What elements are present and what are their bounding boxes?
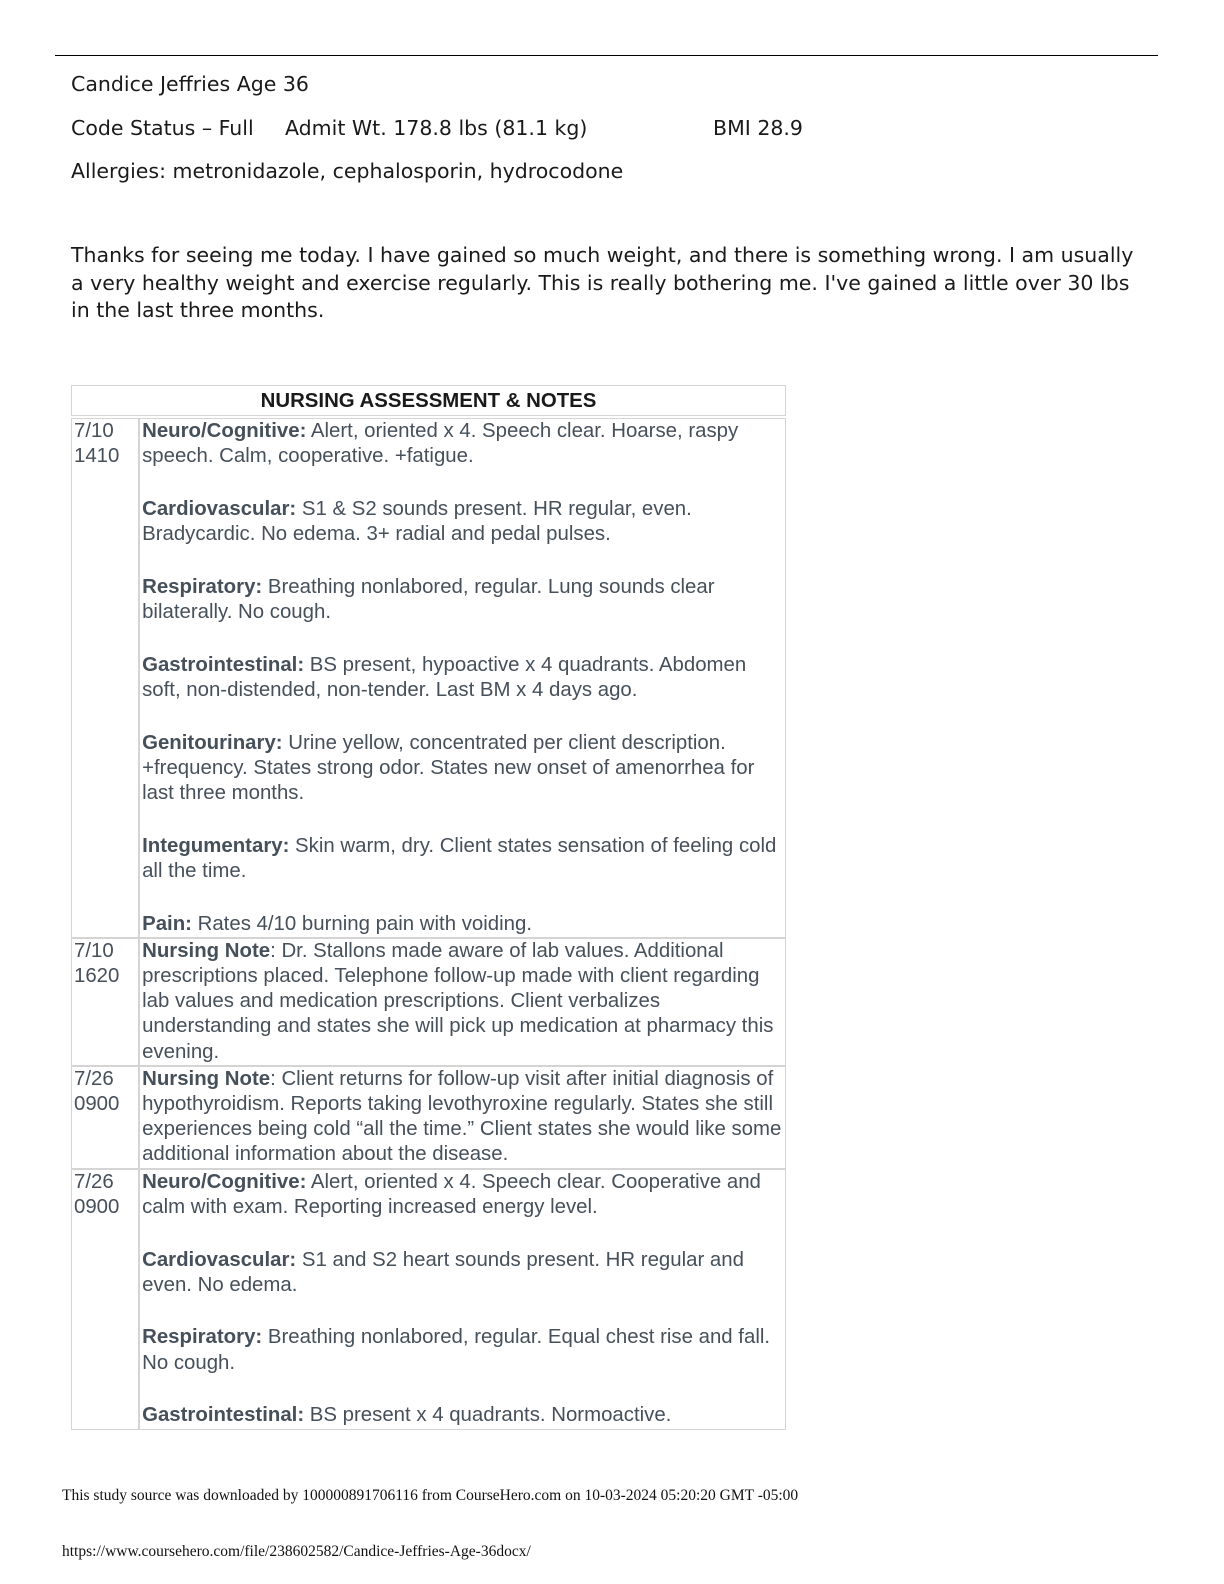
section-text: Alert, oriented x 4. Speech clear. Cooperative and calm with exam. Reporting increased energy level. [142,1170,761,1218]
entry-datetime [71,1066,139,1169]
neuro-section [142,419,783,469]
section-label: Gastrointestinal: [142,1404,305,1427]
entry-date: 7/26 [74,1067,114,1090]
source-url: https://www.coursehero.com/file/238602582/Candice-Jeffries-Age-36docx/ [62,1543,531,1560]
bmi: BMI 28.9 [713,116,803,140]
section-text: BS present x 4 quadrants. Normoactive. [304,1404,672,1427]
section-text: Alert, oriented x 4. Speech clear. Hoarse, raspy speech. Calm, cooperative. +fatigue. [142,420,739,468]
entry-time: 0900 [74,1093,120,1116]
entry-notes [139,1066,786,1169]
respiratory-section [142,575,783,625]
top-rule [55,55,1158,56]
section-label: Cardiovascular: [142,1248,297,1271]
section-text: Rates 4/10 burning pain with voiding. [191,912,533,935]
table-row [71,418,786,938]
nursing-note-section [142,1067,783,1168]
entry-notes [139,1169,786,1430]
section-text: Urine yellow, concentrated per client description. +frequency. States strong odor. States new onset of amenorrhea for last three months. [142,731,755,805]
pain-section [142,912,783,937]
entry-date: 7/26 [74,1170,114,1193]
section-text: S1 and S2 heart sounds present. HR regular and even. No edema. [142,1248,744,1296]
entry-date: 7/10 [74,939,114,962]
patient-name-age: Candice Jeffries Age 36 [71,72,309,96]
section-label: Gastrointestinal: [142,653,305,676]
entry-date: 7/10 [74,420,114,442]
section-text: : Client returns for follow-up visit after initial diagnosis of hypothyroidism. Reports taking levothyroxine regularly. States she still experiences being cold “all the time.” Client states she would like some additional information about the disease. [142,1067,782,1166]
section-label: Respiratory: [142,575,263,598]
gastrointestinal-section [142,653,783,703]
download-source-note: This study source was downloaded by 100000891706116 from CourseHero.com on 10-03-2024 05:20:20 GMT -05:00 [62,1487,799,1504]
table-title: NURSING ASSESSMENT & NOTES [71,385,786,416]
entry-time: 1410 [74,445,120,468]
cardiovascular-section [142,497,783,547]
neuro-section [142,1170,783,1220]
entry-notes [139,418,786,938]
table-row [71,1066,786,1169]
table-row [71,938,786,1066]
entry-time: 1620 [74,965,120,988]
section-label: Nursing Note [142,1067,271,1090]
entry-datetime [71,938,139,1066]
nursing-assessment-table [71,385,786,1430]
section-label: Cardiovascular: [142,497,297,520]
cardiovascular-section [142,1248,783,1298]
patient-vitals-line [71,115,831,141]
section-text: Breathing nonlabored, regular. Equal chest rise and fall. No cough. [142,1326,771,1374]
section-label: Integumentary: [142,834,290,857]
nursing-note-section [142,939,783,1065]
section-text: Breathing nonlabored, regular. Lung sounds clear bilaterally. No cough. [142,575,715,624]
entry-notes [139,938,786,1066]
entry-time: 0900 [74,1195,120,1218]
code-status: Code Status – Full [71,116,254,140]
genitourinary-section [142,731,783,807]
section-label: Neuro/Cognitive: [142,1170,307,1193]
client-statement: Thanks for seeing me today. I have gained so much weight, and there is something wrong. I am usually a very healthy weight and exercise regularly. This is really bothering me. I've gained a little over 30 lbs in the last three months. [71,243,1134,322]
section-label: Genitourinary: [142,731,283,754]
section-label: Neuro/Cognitive: [142,420,307,442]
integumentary-section [142,834,783,884]
gastrointestinal-section [142,1403,783,1428]
allergies: Allergies: metronidazole, cephalosporin, hydrocodone [71,159,624,183]
entry-datetime [71,418,139,938]
table-row [71,1169,786,1430]
section-text: : Dr. Stallons made aware of lab values. Additional prescriptions placed. Telephone follow-up made with client regarding lab values and medication prescriptions. Client verbalizes understanding and states she will pick up medication at pharmacy this evening. [142,939,774,1063]
section-label: Nursing Note [142,939,271,962]
entry-datetime [71,1169,139,1430]
section-label: Respiratory: [142,1326,263,1349]
section-text: BS present, hypoactive x 4 quadrants. Abdomen soft, non-distended, non-tender. Last BM x 4 days ago. [142,653,747,701]
section-label: Pain: [142,912,192,935]
section-text: Skin warm, dry. Client states sensation of feeling cold all the time. [142,834,777,882]
respiratory-section [142,1325,783,1375]
section-text: S1 & S2 sounds present. HR regular, even. Bradycardic. No edema. 3+ radial and pedal pulses. [142,497,692,546]
admit-weight: Admit Wt. 178.8 lbs (81.1 kg) [285,116,588,140]
